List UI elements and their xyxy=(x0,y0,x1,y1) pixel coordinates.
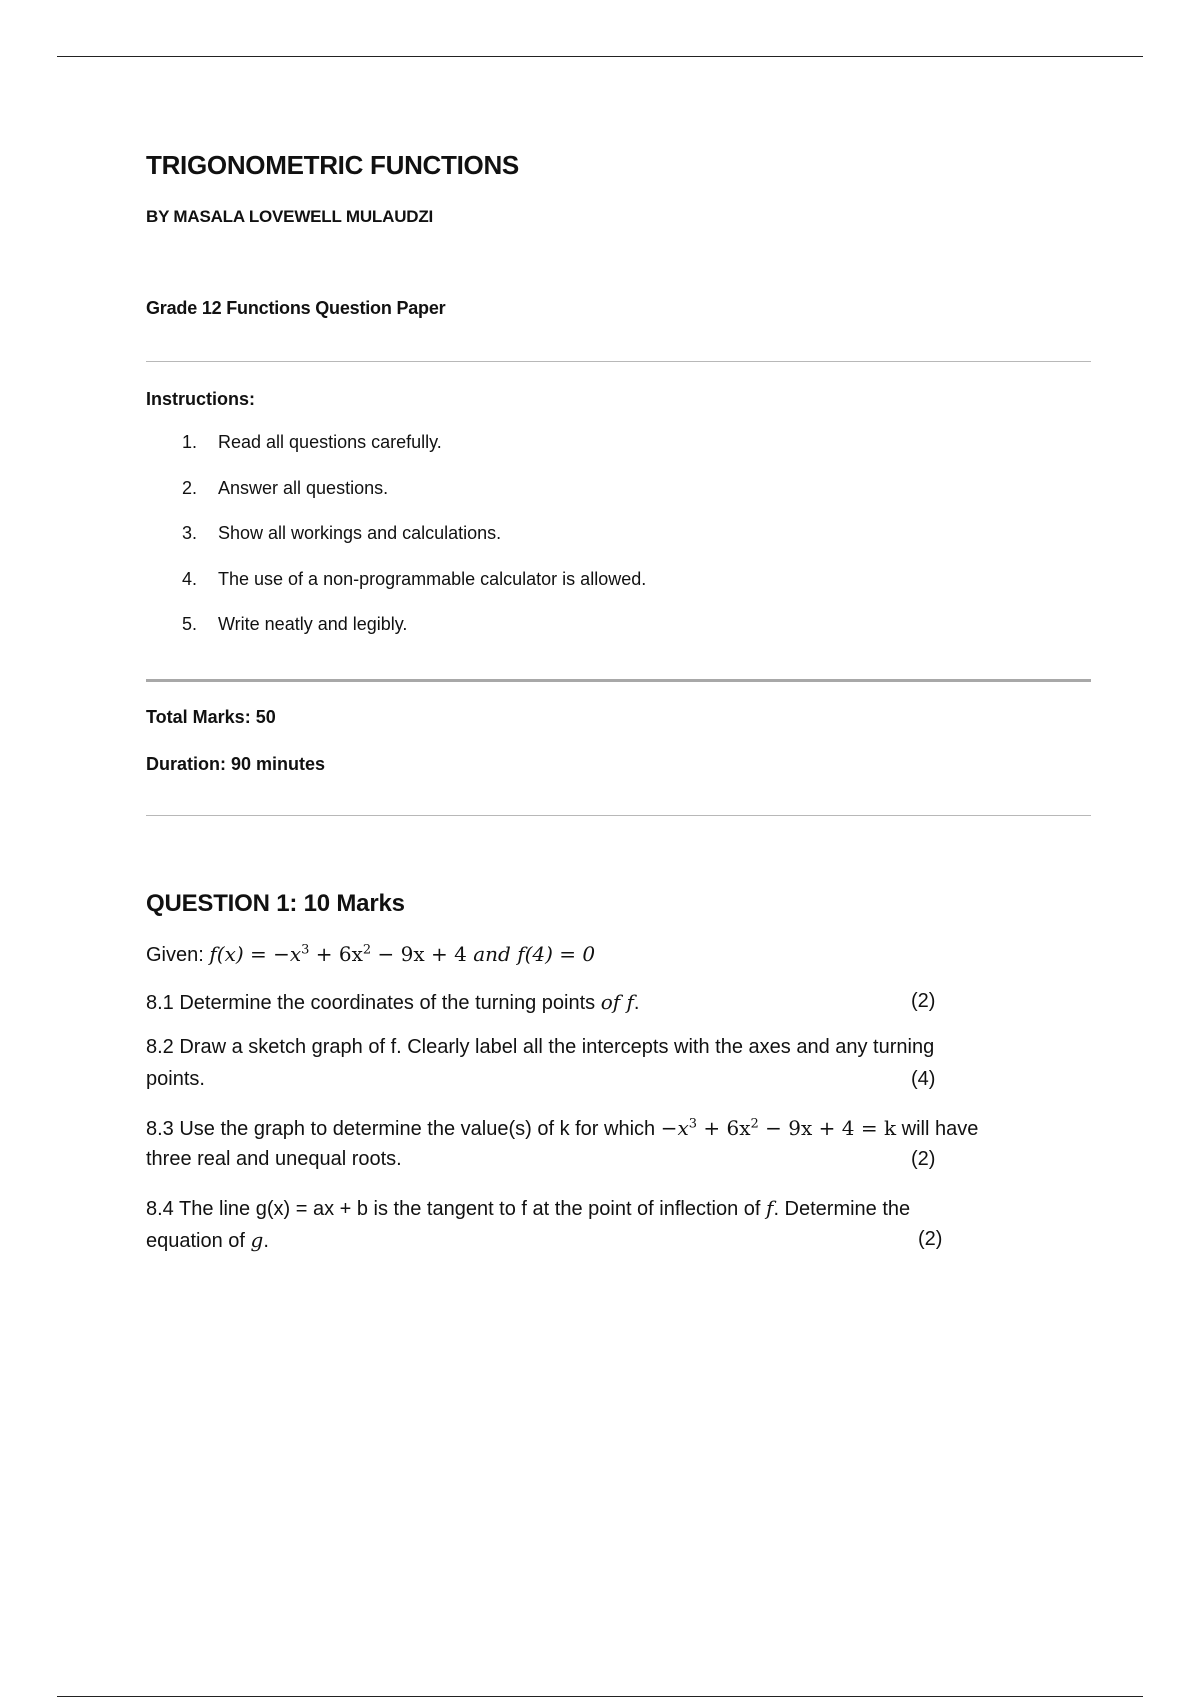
page-top-rule xyxy=(57,56,1143,57)
sub-question-text: 8.1 Determine the coordinates of the turning points xyxy=(146,992,601,1014)
instruction-number: 4. xyxy=(182,569,198,589)
question-title: QUESTION 1: 10 Marks xyxy=(146,890,405,917)
given-label: Given: xyxy=(146,944,210,966)
instruction-number: 1. xyxy=(182,432,198,452)
formula-part: + 6x xyxy=(309,942,363,966)
sub-question-8-1 xyxy=(146,990,1091,1022)
given-formula xyxy=(209,942,595,966)
sub-question-text: 8.4 The line g(x) = ax + b is the tangent to f at the point of inflection of xyxy=(146,1198,767,1220)
sub-question-text: 8.2 Draw a sketch graph of f. Clearly label all the intercepts with the axes and any turning xyxy=(146,1036,935,1058)
instructions-heading: Instructions: xyxy=(146,389,256,409)
marks-label: (4) xyxy=(911,1068,936,1090)
sub-question-8-2 xyxy=(146,1036,1091,1100)
given-statement xyxy=(146,942,595,967)
page-bottom-rule xyxy=(57,1696,1143,1697)
sub-question-8-3 xyxy=(146,1116,1091,1180)
marks-label: (2) xyxy=(918,1228,943,1250)
sub-question-text: will have xyxy=(896,1118,979,1140)
math-term: f xyxy=(766,1196,774,1220)
formula-part: −x xyxy=(660,1116,689,1140)
instruction-text: Read all questions carefully. xyxy=(218,432,442,452)
math-expression xyxy=(661,1116,896,1140)
math-term: of f xyxy=(600,990,634,1014)
instruction-number: 2. xyxy=(182,478,198,498)
instruction-text: Write neatly and legibly. xyxy=(218,614,408,634)
formula-exponent: 3 xyxy=(688,1116,698,1132)
instruction-text: Show all workings and calculations. xyxy=(218,523,502,543)
instruction-item xyxy=(182,478,388,499)
instruction-text: Answer all questions. xyxy=(218,478,389,498)
divider xyxy=(146,361,1091,362)
marks-label: (2) xyxy=(911,1148,936,1170)
instruction-number: 5. xyxy=(182,614,198,634)
formula-exponent: 2 xyxy=(362,942,372,958)
sub-question-text: points. xyxy=(146,1068,205,1090)
sub-question-text: three real and unequal roots. xyxy=(146,1148,402,1170)
formula-part: − 9x + 4 = k xyxy=(758,1116,897,1140)
formula-part: f(x) = −x xyxy=(209,942,302,966)
instruction-item xyxy=(182,569,646,590)
document-title: TRIGONOMETRIC FUNCTIONS xyxy=(146,150,519,180)
document-subtitle: Grade 12 Functions Question Paper xyxy=(146,298,446,318)
sub-question-text: . xyxy=(633,992,640,1014)
divider xyxy=(146,679,1091,682)
marks-label: (2) xyxy=(911,990,936,1012)
math-term: g xyxy=(250,1228,264,1252)
total-marks: Total Marks: 50 xyxy=(146,707,276,727)
instruction-item xyxy=(182,614,407,635)
formula-part: and xyxy=(466,942,518,966)
instruction-number: 3. xyxy=(182,523,198,543)
instruction-item xyxy=(182,523,501,544)
formula-part: − 9x + 4 xyxy=(371,942,467,966)
formula-part: + 6x xyxy=(697,1116,751,1140)
instruction-text: The use of a non-programmable calculator is allowed. xyxy=(218,569,647,589)
sub-question-text: . Determine the xyxy=(773,1198,911,1220)
sub-question-8-4 xyxy=(146,1196,1091,1260)
sub-question-text: equation of xyxy=(146,1230,251,1252)
formula-exponent: 3 xyxy=(301,942,310,958)
formula-exponent: 2 xyxy=(750,1116,759,1132)
document-author: BY MASALA LOVEWELL MULAUDZI xyxy=(146,207,434,226)
formula-part: f(4) = 0 xyxy=(517,942,596,966)
sub-question-text: 8.3 Use the graph to determine the value(s) of k for which xyxy=(146,1118,661,1140)
instruction-item xyxy=(182,432,442,453)
duration: Duration: 90 minutes xyxy=(146,754,326,774)
sub-question-text: . xyxy=(263,1230,269,1252)
divider xyxy=(146,815,1091,816)
